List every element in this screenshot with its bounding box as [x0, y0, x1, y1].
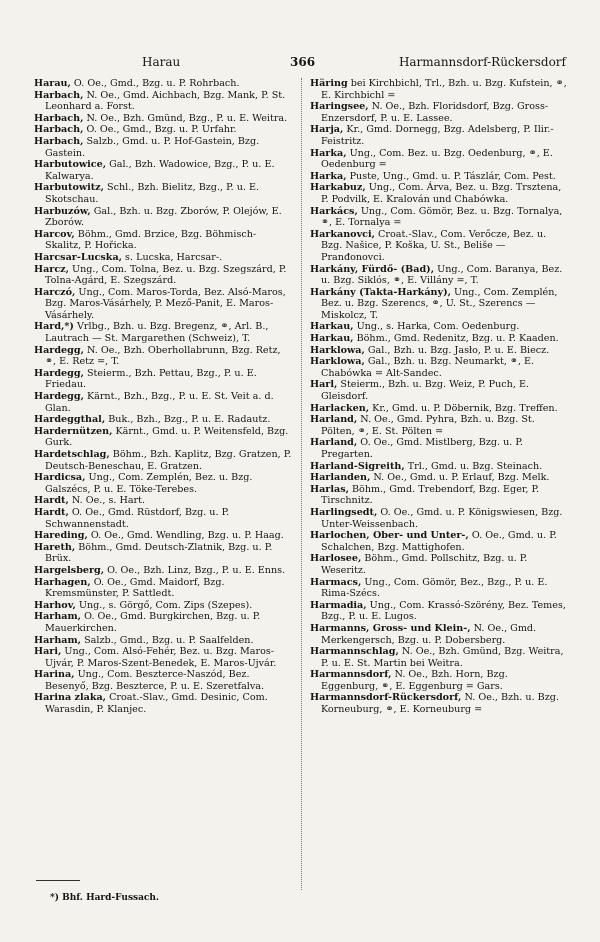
entry-headword: Harbach,: [34, 89, 84, 101]
entry-headword: Hareth,: [34, 541, 76, 553]
entry-headword: Hardt,: [34, 495, 69, 507]
entry-headword: Hardicsa,: [34, 472, 86, 484]
gazetteer-entry: [34, 669, 292, 692]
entry-headword: Harina,: [34, 669, 75, 681]
entry-headword: Harland,: [310, 414, 358, 426]
entry-details: O. Oe., Gmd., Bzg. u. P. Rohrbach.: [70, 78, 240, 89]
gazetteer-entry: [34, 530, 292, 542]
gazetteer-entry: [34, 692, 292, 715]
entry-headword: Harka,: [310, 147, 347, 159]
gazetteer-entry: [34, 635, 292, 647]
left-column: [34, 78, 292, 716]
gazetteer-entry: [34, 472, 292, 495]
entry-headword: Hardetschlag,: [34, 449, 110, 460]
entry-details: Croat.-Slav., Gmd. Desinic, Com. Warasdin, P. Klanjec.: [45, 692, 268, 716]
entry-details: Schl., Bzh. Bielitz, Bzg., P. u. E. Skotschau.: [45, 182, 260, 205]
entry-details: Croat.-Slav., Com. Verőcze, Bez. u. Bzg. Našice, P. Koška, U. St., Beliše — Pranđonovci.: [321, 228, 547, 263]
entry-details: Kr., Gmd. u. P. Döbernik, Bzg. Treffen.: [369, 402, 558, 414]
entry-details: Gal., Bzh. u. Bzg. Jasło, P. u. E. Biecz.: [364, 344, 550, 356]
entry-details: O. Oe., Gmd. Burgkirchen, Bzg. u. P. Mauerkirchen.: [45, 611, 261, 634]
entry-details: Gal., Bzh. u. Bzg. Zborów, P. Olejów, E. Zborów.: [45, 205, 282, 229]
gazetteer-entry: [310, 206, 568, 229]
entry-headword: Häring: [310, 78, 348, 89]
column-divider: [301, 78, 302, 890]
entry-headword: Harklowa,: [310, 356, 365, 368]
entry-headword: Harja,: [310, 124, 344, 136]
entry-headword: Hardegg,: [34, 344, 84, 356]
page-header: [30, 55, 578, 71]
right-column: [310, 78, 568, 716]
entry-details: Ung., Com. Gömör, Bez. u. Bzg. Tornalya, ⚭, E. Tornalya =: [321, 205, 563, 229]
entry-headword: Harina zlaka,: [34, 692, 107, 704]
entry-headword: Harham,: [34, 634, 82, 646]
entry-headword: Harkabuz,: [310, 182, 366, 194]
entry-details: Salzb., Gmd. u. P. Hof-Gastein, Bzg. Gastein.: [45, 135, 260, 159]
gazetteer-entry: [310, 229, 568, 264]
gazetteer-entry: [34, 426, 292, 449]
entry-details: Vrlbg., Bzh. u. Bzg. Bregenz, ⚭, Arl. B., Lautrach — St. Margarethen (Schweiz), T.: [45, 321, 269, 345]
gazetteer-entry: [34, 252, 292, 264]
gazetteer-entry: [310, 530, 568, 553]
entry-details: Kärnt., Bzh., Bzg., P. u. E. St. Veit a. d. Glan.: [45, 391, 274, 414]
gazetteer-entry: [310, 461, 568, 473]
gazetteer-entry: [34, 449, 292, 472]
header-left-keyword: Harau: [142, 55, 181, 69]
entry-details: N. Oe., s. Hart.: [68, 495, 146, 507]
entry-headword: Hardegg,: [34, 367, 84, 379]
entry-details: Ung., Com. Zemplén, Bez. u. Bzg. Szerencs, ⚭, U. St., Szerencs — Miskolcz, T.: [321, 286, 558, 321]
entry-details: s. Lucska, Harcsar-.: [122, 251, 223, 263]
gazetteer-entry: [34, 577, 292, 600]
entry-details: Ung., Com. Maros-Torda, Bez. Alsó-Maros, Bzg. Maros-Vásárhely, P. Mező-Panit, E. Maros-Vásárhely.: [45, 286, 286, 321]
entry-details: Ung., Com. Beszterce-Naszód, Bez. Besenyő, Bzg. Beszterce, P. u. E. Szeretfalva.: [45, 669, 265, 692]
entry-details: Ung., Com. Baranya, Bez. u. Bzg. Siklós, ⚭, E. Villány =, T.: [321, 263, 563, 287]
entry-headword: Harland-Sigreith,: [310, 460, 405, 472]
entry-headword: Harbutowitz,: [34, 182, 104, 194]
gazetteer-entry: [310, 379, 568, 402]
header-right-keyword: Harmannsdorf-Rückersdorf: [398, 55, 566, 69]
gazetteer-entry: [310, 553, 568, 576]
gazetteer-entry: [34, 321, 292, 344]
entry-details: Ung., Com. Krassó-Szörény, Bez. Temes, Bzg., P. u. E. Lugos.: [321, 599, 566, 623]
gazetteer-entry: [34, 206, 292, 229]
entry-headword: Harham,: [34, 611, 82, 623]
gazetteer-entry: [34, 229, 292, 252]
entry-details: Böhm., Gmd. Trebendorf, Bzg. Eger, P. Tirschnitz.: [321, 483, 540, 507]
entry-details: Steierm., Bzh. u. Bzg. Weiz, P. Puch, E. Gleisdorf.: [321, 379, 529, 403]
entry-headword: Harklowa,: [310, 344, 365, 356]
entry-details: N. Oe., Gmd. Merkengersch, Bzg. u. P. Dobersberg.: [321, 622, 537, 646]
gazetteer-entry: [34, 78, 292, 90]
gazetteer-entry: [310, 414, 568, 437]
gazetteer-entry: [34, 182, 292, 205]
entry-details: Ung., Com. Bez. u. Bzg. Oedenburg, ⚭, E. Oedenburg =: [321, 147, 553, 171]
entry-headword: Harl,: [310, 379, 338, 391]
entry-details: Gal., Bzh. u. Bzg. Neumarkt, ⚭, E. Chabówka = Alt-Sandec.: [321, 356, 535, 379]
entry-details: Buk., Bzh., Bzg., P. u. E. Radautz.: [105, 414, 271, 426]
entry-details: N. Oe., Gmd. u. P. Erlauf, Bzg. Melk.: [370, 472, 550, 484]
entry-headword: Harkács,: [310, 205, 358, 217]
entry-headword: Harmannschlag,: [310, 646, 399, 658]
gazetteer-entry: [310, 333, 568, 345]
entry-headword: Hari,: [34, 646, 62, 658]
gazetteer-entry: [310, 182, 568, 205]
entry-details: O. Oe., Gmd. Rüstdorf, Bzg. u. P. Schwannenstadt.: [45, 506, 230, 530]
entry-details: O. Oe., Bzh. Linz, Bzg., P. u. E. Enns.: [104, 564, 286, 576]
entry-details: Gal., Bzh. Wadowice, Bzg., P. u. E. Kalwarya.: [45, 159, 275, 182]
entry-details: Ung., Com. Árva, Bez. u. Bzg. Trsztena, P. Podvilk, E. Kralován und Chabówka.: [321, 182, 562, 205]
entry-details: N. Oe., Gmd. Pyhra, Bzh. u. Bzg. St. Pölten, ⚭, E. St. Pölten =: [321, 414, 535, 437]
entry-headword: Harkau,: [310, 321, 354, 333]
gazetteer-entry: [310, 78, 568, 101]
entry-details: O. Oe., Gmd. Wendling, Bzg. u. P. Haag.: [87, 530, 284, 542]
entry-headword: Harmadia,: [310, 599, 367, 611]
entry-details: N. Oe., Bzh. Oberhollabrunn, Bzg. Retz, ⚭, E. Retz =, T.: [45, 344, 281, 368]
entry-headword: Hardegg,: [34, 391, 84, 403]
entry-details: N. Oe., Bzh. Horn, Bzg. Eggenburg, ⚭, E. Eggenburg = Gars.: [321, 669, 508, 692]
entry-details: Kr., Gmd. Dornegg, Bzg. Adelsberg, P. Ilir.-Feistritz.: [321, 124, 554, 147]
gazetteer-entry: [310, 692, 568, 715]
entry-headword: Harmannsdorf,: [310, 669, 392, 681]
entry-headword: Hardernützen,: [34, 425, 113, 437]
entry-headword: Harmacs,: [310, 576, 362, 588]
gazetteer-entry: [310, 646, 568, 669]
entry-details: Böhm., Gmd. Pollschitz, Bzg. u. P. Weseritz.: [321, 553, 528, 576]
gazetteer-entry: [310, 101, 568, 124]
entry-headword: Harhov,: [34, 599, 76, 611]
entry-details: O. Oe., Gmd., Bzg. u. P. Urfahr.: [83, 124, 237, 136]
gazetteer-entry: [34, 600, 292, 612]
entry-headword: Harlosee,: [310, 553, 362, 565]
entry-headword: Hardeggthal,: [34, 414, 106, 426]
entry-headword: Hargelsberg,: [34, 564, 105, 576]
page-number: 366: [290, 55, 316, 69]
gazetteer-entry: [34, 159, 292, 182]
gazetteer-entry: [310, 669, 568, 692]
entry-details: N. Oe., Bzh. Gmünd, Bzg. Weitra, P. u. E. St. Martin bei Weitra.: [321, 646, 564, 669]
gazetteer-entry: [310, 345, 568, 357]
entry-details: N. Oe., Bzh. Floridsdorf, Bzg. Gross-Enzersdorf, P. u. E. Lassee.: [321, 101, 549, 124]
entry-details: O. Oe., Gmd. u. P. Schalchen, Bzg. Mattighofen.: [321, 530, 557, 553]
entry-headword: Harlas,: [310, 483, 349, 495]
gazetteer-entry: [310, 403, 568, 415]
entry-headword: Harcsar-Lucska,: [34, 251, 122, 263]
gazetteer-entry: [310, 148, 568, 171]
gazetteer-entry: [34, 495, 292, 507]
entry-headword: Harlochen, Ober- und Unter-,: [310, 530, 469, 542]
entry-headword: Harhagen,: [34, 576, 91, 588]
entry-headword: Harbach,: [34, 124, 84, 136]
entry-headword: Harlanden,: [310, 472, 371, 484]
gazetteer-entry: [310, 507, 568, 530]
gazetteer-entry: [34, 124, 292, 136]
gazetteer-entry: [34, 646, 292, 669]
entry-headword: Harkanovci,: [310, 228, 375, 240]
entry-headword: Hardt,: [34, 506, 69, 518]
entry-details: N. Oe., Bzh. Gmünd, Bzg., P. u. E. Weitra.: [83, 112, 288, 124]
gazetteer-entry: [310, 321, 568, 333]
entry-headword: Harlingsedt,: [310, 506, 378, 518]
entry-details: N. Oe., Gmd. Aichbach, Bzg. Mank, P. St. Leonhard a. Forst.: [45, 89, 286, 113]
gazetteer-entry: [310, 472, 568, 484]
gazetteer-entry: [310, 600, 568, 623]
entry-details: Salzb., Gmd., Bzg. u. P. Saalfelden.: [81, 634, 254, 646]
entry-details: Ung., s. Görgő, Com. Zips (Szepes).: [75, 599, 253, 611]
entry-details: Ung., s. Harka, Com. Oedenburg.: [353, 321, 520, 333]
gazetteer-entry: [34, 345, 292, 368]
entry-headword: Hareding,: [34, 530, 88, 542]
entry-headword: Harlacken,: [310, 402, 370, 414]
gazetteer-entry: [34, 368, 292, 391]
entry-details: Böhm., Gmd. Brzice, Bzg. Böhmisch-Skalitz, P. Hořicka.: [45, 228, 257, 252]
entry-details: Böhm., Gmd. Redenitz, Bzg. u. P. Kaaden.: [353, 333, 559, 345]
entry-headword: Haringsee,: [310, 101, 369, 113]
gazetteer-entry: [310, 124, 568, 147]
entry-headword: Harbach,: [34, 112, 84, 124]
entry-details: Böhm., Bzh. Kaplitz, Bzg. Gratzen, P. Deutsch-Beneschau, E. Gratzen.: [45, 449, 292, 472]
gazetteer-entry: [310, 623, 568, 646]
gazetteer-entry: [310, 356, 568, 379]
entry-headword: Harczó,: [34, 286, 76, 298]
entry-headword: Harkány (Takta-Harkány),: [310, 286, 451, 298]
gazetteer-entry: [310, 287, 568, 322]
entry-details: Trl., Gmd. u. Bzg. Steinach.: [404, 460, 543, 472]
entry-headword: Harbach,: [34, 135, 84, 147]
entry-headword: Harkány, Fürdő- (Bad),: [310, 263, 435, 275]
gazetteer-entry: [34, 264, 292, 287]
gazetteer-entry: [310, 577, 568, 600]
entry-headword: Harbuzów,: [34, 205, 91, 217]
gazetteer-entry: [310, 484, 568, 507]
gazetteer-entry: [34, 287, 292, 322]
gazetteer-entry: [310, 264, 568, 287]
gazetteer-entry: [34, 611, 292, 634]
entry-headword: Harmanns, Gross- und Klein-,: [310, 622, 471, 634]
entry-headword: Harka,: [310, 170, 347, 182]
gazetteer-entry: [34, 90, 292, 113]
gazetteer-entry: [34, 391, 292, 414]
gazetteer-entry: [310, 437, 568, 460]
entry-headword: Harland,: [310, 437, 358, 449]
entry-details: bei Kirchbichl, Trl., Bzh. u. Bzg. Kufstein, ⚭, E. Kirchbichl =: [321, 78, 567, 101]
entry-headword: Harau,: [34, 78, 71, 89]
gazetteer-entry: [34, 414, 292, 426]
gazetteer-entry: [34, 113, 292, 125]
entry-details: Ung., Com. Gömör, Bez., Bzg., P. u. E. Rima-Szécs.: [321, 576, 548, 600]
entry-details: Ung., Com. Tolna, Bez. u. Bzg. Szegszárd, P. Tolna-Agárd, E. Szegszárd.: [45, 263, 287, 287]
entry-headword: Harcov,: [34, 228, 75, 240]
entry-details: Böhm., Gmd. Deutsch-Zlatnik, Bzg. u. P. Brüx.: [45, 541, 273, 565]
entry-details: Ung., Com. Alsó-Fehér, Bez. u. Bzg. Maros-Ujvár, P. Maros-Szent-Benedek, E. Maros-Ujvár.: [45, 646, 277, 669]
entry-details: N. Oe., Bzh. u. Bzg. Korneuburg, ⚭, E. Korneuburg =: [321, 692, 559, 716]
entry-headword: Harbutowice,: [34, 159, 107, 171]
entry-headword: Harmannsdorf-Rückersdorf,: [310, 692, 462, 704]
entry-details: O. Oe., Gmd. Mistlberg, Bzg. u. P. Pregarten.: [321, 437, 523, 460]
footnote: *) Bhf. Hard-Fussach.: [50, 893, 160, 903]
gazetteer-entry: [34, 136, 292, 159]
entry-details: Steierm., Bzh. Pettau, Bzg., P. u. E. Friedau.: [45, 367, 257, 391]
entry-details: Puste, Ung., Gmd. u. P. Tászlár, Com. Pest.: [346, 170, 556, 182]
gazetteer-entry: [34, 507, 292, 530]
entry-details: Kärnt., Gmd. u. P. Weitensfeld, Bzg. Gurk.: [45, 425, 289, 449]
gazetteer-entry: [34, 565, 292, 577]
footnote-rule: [36, 880, 80, 881]
entry-headword: Harkau,: [310, 333, 354, 345]
gazetteer-entry: [310, 171, 568, 183]
entry-details: Ung., Com. Zemplén, Bez. u. Bzg. Galszécs, P. u. E. Töke-Terebes.: [45, 472, 253, 495]
entry-details: O. Oe., Gmd. Maidorf, Bzg. Kremsmünster, P. Sattledt.: [45, 576, 225, 600]
entry-headword: Harcz,: [34, 263, 69, 275]
entry-details: O. Oe., Gmd. u. P. Königswiesen, Bzg. Unter-Weissenbach.: [321, 506, 563, 530]
entry-headword: Hard,*): [34, 321, 74, 333]
gazetteer-entry: [34, 542, 292, 565]
